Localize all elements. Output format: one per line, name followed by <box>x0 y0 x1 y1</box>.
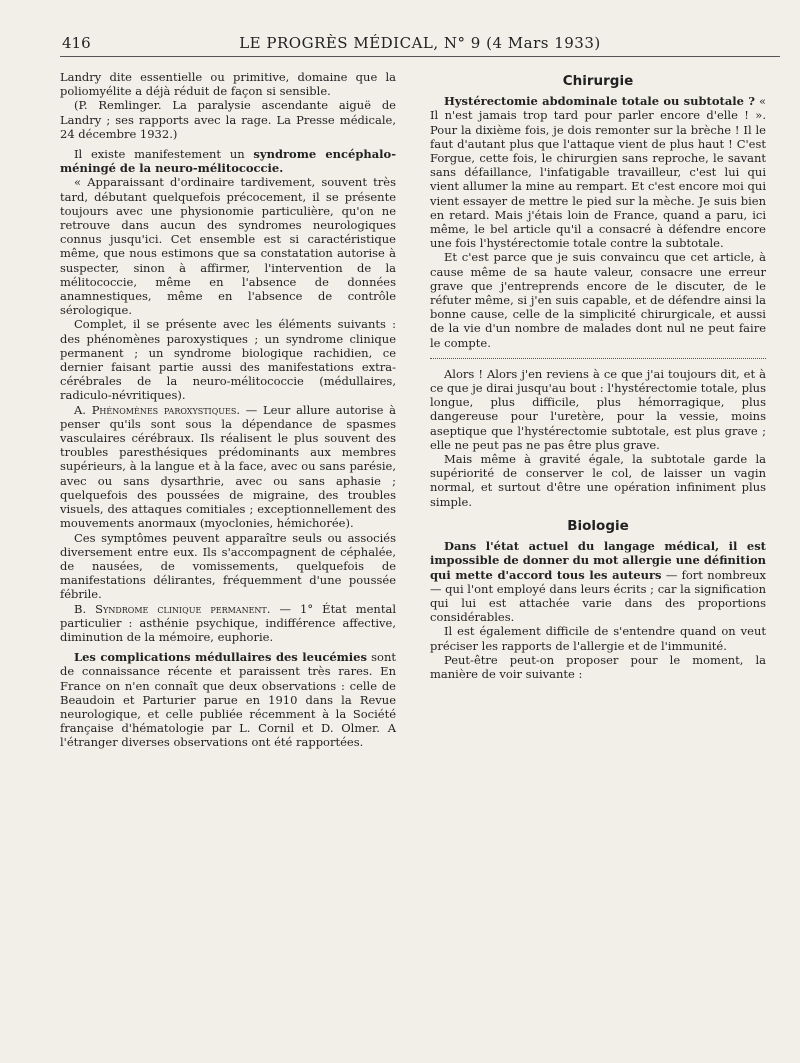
paragraph: Les complications médullaires des leucémies sont de connaissance récente et paraissent très rares. En France on n'en connaît que deux observations : celle de Beaudoin et Parturier parue en 1910 dans la Revue neurologique, et celle publiée récemment à la Société française d'hématologie par L. Cornil et D. Olmer. A l'étranger diverses observations ont été rapportées. <box>60 650 396 750</box>
page-number: 416 <box>62 34 91 52</box>
section-title: Biologie <box>567 517 629 534</box>
article-heading: Hystérectomie abdominale totale ou subtotale ? <box>444 94 756 109</box>
article-heading: Dans l'état actuel du langage médical, il est impossible de donner du mot allergie une définition qui mette d'accord tous les auteurs <box>430 539 766 582</box>
paragraph: B. Syndrome clinique permanent. — 1° État mental particulier : asthénie psychique, indifférence affective, diminution de la mémoire, euphorie. <box>60 601 396 644</box>
paragraph: Peut-être peut-on proposer pour le moment, la manière de voir suivante : <box>430 652 766 681</box>
article-heading: Les complications médullaires des leucémies <box>74 650 367 665</box>
paragraph: Il existe manifestement un syndrome encéphalo-méningé de la neuro-mélitococcie. <box>60 147 396 176</box>
section-title: Chirurgie <box>562 73 634 89</box>
paragraph: Hystérectomie abdominale totale ou subtotale ? « Il n'est jamais trop tard pour parler encore d'elle ! ». Pour la dixième fois, je dois remonter sur la brèche ! Il le faut d'autant plus que l'attaque vient de plus haut ! C'est Forgue, cette fois, le chirurgien sans reproche, le savant sans défaillance, l'infatigable travailleur, c'est lui qui vient allumer la mine au rempart. Et c'est encore moi qui vient essayer de mettre le pied sur la mèche. Je suis bien en retard. Mais j'étais loin de France, quand a paru, ici même, le bel article qu'il a consacré à défendre encore une fois l'hystérectomie totale contre la subtotale. <box>430 94 766 251</box>
journal-title: LE PROGRÈS MÉDICAL, N° 9 (4 Mars 1933) <box>239 34 601 52</box>
paragraph: Complet, il se présente avec les éléments suivants : des phénomènes paroxystiques ; un syndrome clinique permanent ; un syndrome biologique rachidien, ce dernier faisant partie aussi des manifestations extra-cérébrales de la neuro-mélitococcie (médullaires, radiculo-névritiques). <box>60 317 396 403</box>
paragraph: Il est également difficile de s'entendre quand on veut préciser les rapports de l'allergie et de l'immunité. <box>430 624 766 653</box>
paragraph: A. Phénomènes paroxystiques. — Leur allure autorise à penser qu'ils sont sous la dépendance de spasmes vasculaires cérébraux. Ils réalisent le plus souvent des troubles paresthésiques prédominants aux membres supérieurs, à la langue et à la face, avec ou sans parésie, avec ou sans dysarthrie, avec ou sans aphasie ; quelquefois des poussées de migraine, des troubles visuels, des attaques comitiales ; exceptionnellement des mouvements anormaux (myoclonies, hémichorée). <box>60 402 397 531</box>
paragraph: « Apparaissant d'ordinaire tardivement, souvent très tard, débutant quelquefois précocement, il se présente toujours avec une physionomie particulière, qu'on ne retrouve dans aucun des syndromes neurologiques connus jusqu'ici. Cet ensemble est si caractéristique même, que nous estimons que sa constatation autorise à suspecter, sinon à affirmer, l'intervention de la mélitococcie, même en l'absence de données anamnestiques, même en l'absence de contrôle sérologique. <box>60 175 396 318</box>
paragraph: Landry dite essentielle ou primitive, domaine que la poliomyélite a déjà réduit de façon si sensible. <box>60 70 396 99</box>
dotted-separator <box>430 358 766 359</box>
page-header <box>60 34 780 57</box>
left-column <box>60 70 396 750</box>
paragraph: Alors ! Alors j'en reviens à ce que j'ai toujours dit, et à ce que je dirai jusqu'au bout : l'hystérectomie totale, plus longue, plus difficile, plus hémorragique, plus dangereuse pour l'uretère, pour la vessie, moins aseptique que l'hystérectomie subtotale, est plus grave ; elle ne peut pas ne pas être plus grave. <box>430 366 766 452</box>
article-heading: syndrome encéphalo-méningé de la neuro-mélitococcie. <box>60 147 396 176</box>
right-column <box>430 70 766 681</box>
paragraph: Et c'est parce que je suis convaincu que cet article, à cause même de sa haute valeur, consacre une erreur grave que j'entreprends encore de le discuter, de le réfuter même, si j'en suis capable, et de défendre ainsi la bonne cause, celle de la simplicité chirurgicale, et aussi de la vie d'un nombre de malades dont nul ne peut faire le compte. <box>430 250 766 350</box>
paragraph: Mais même à gravité égale, la subtotale garde la supériorité de conserver le col, de laisser un vagin normal, et surtout d'être une opération infiniment plus simple. <box>430 452 766 509</box>
citation: (P. Remlinger. La paralysie ascendante aiguë de Landry ; ses rapports avec la rage. La Presse médicale, 24 décembre 1932.) <box>60 98 396 141</box>
paragraph: Ces symptômes peuvent apparaître seuls ou associés diversement entre eux. Ils s'accompagnent de céphalée, de nausées, de vomissements, quelquefois de manifestations délirantes, fréquemment d'une poussée fébrile. <box>60 530 396 602</box>
paragraph: Dans l'état actuel du langage médical, il est impossible de donner du mot allergie une définition qui mette d'accord tous les auteurs — fort nombreux — qui l'ont employé dans leurs écrits ; car la signification qui lui est attachée varie dans des proportions considérables. <box>430 539 766 625</box>
